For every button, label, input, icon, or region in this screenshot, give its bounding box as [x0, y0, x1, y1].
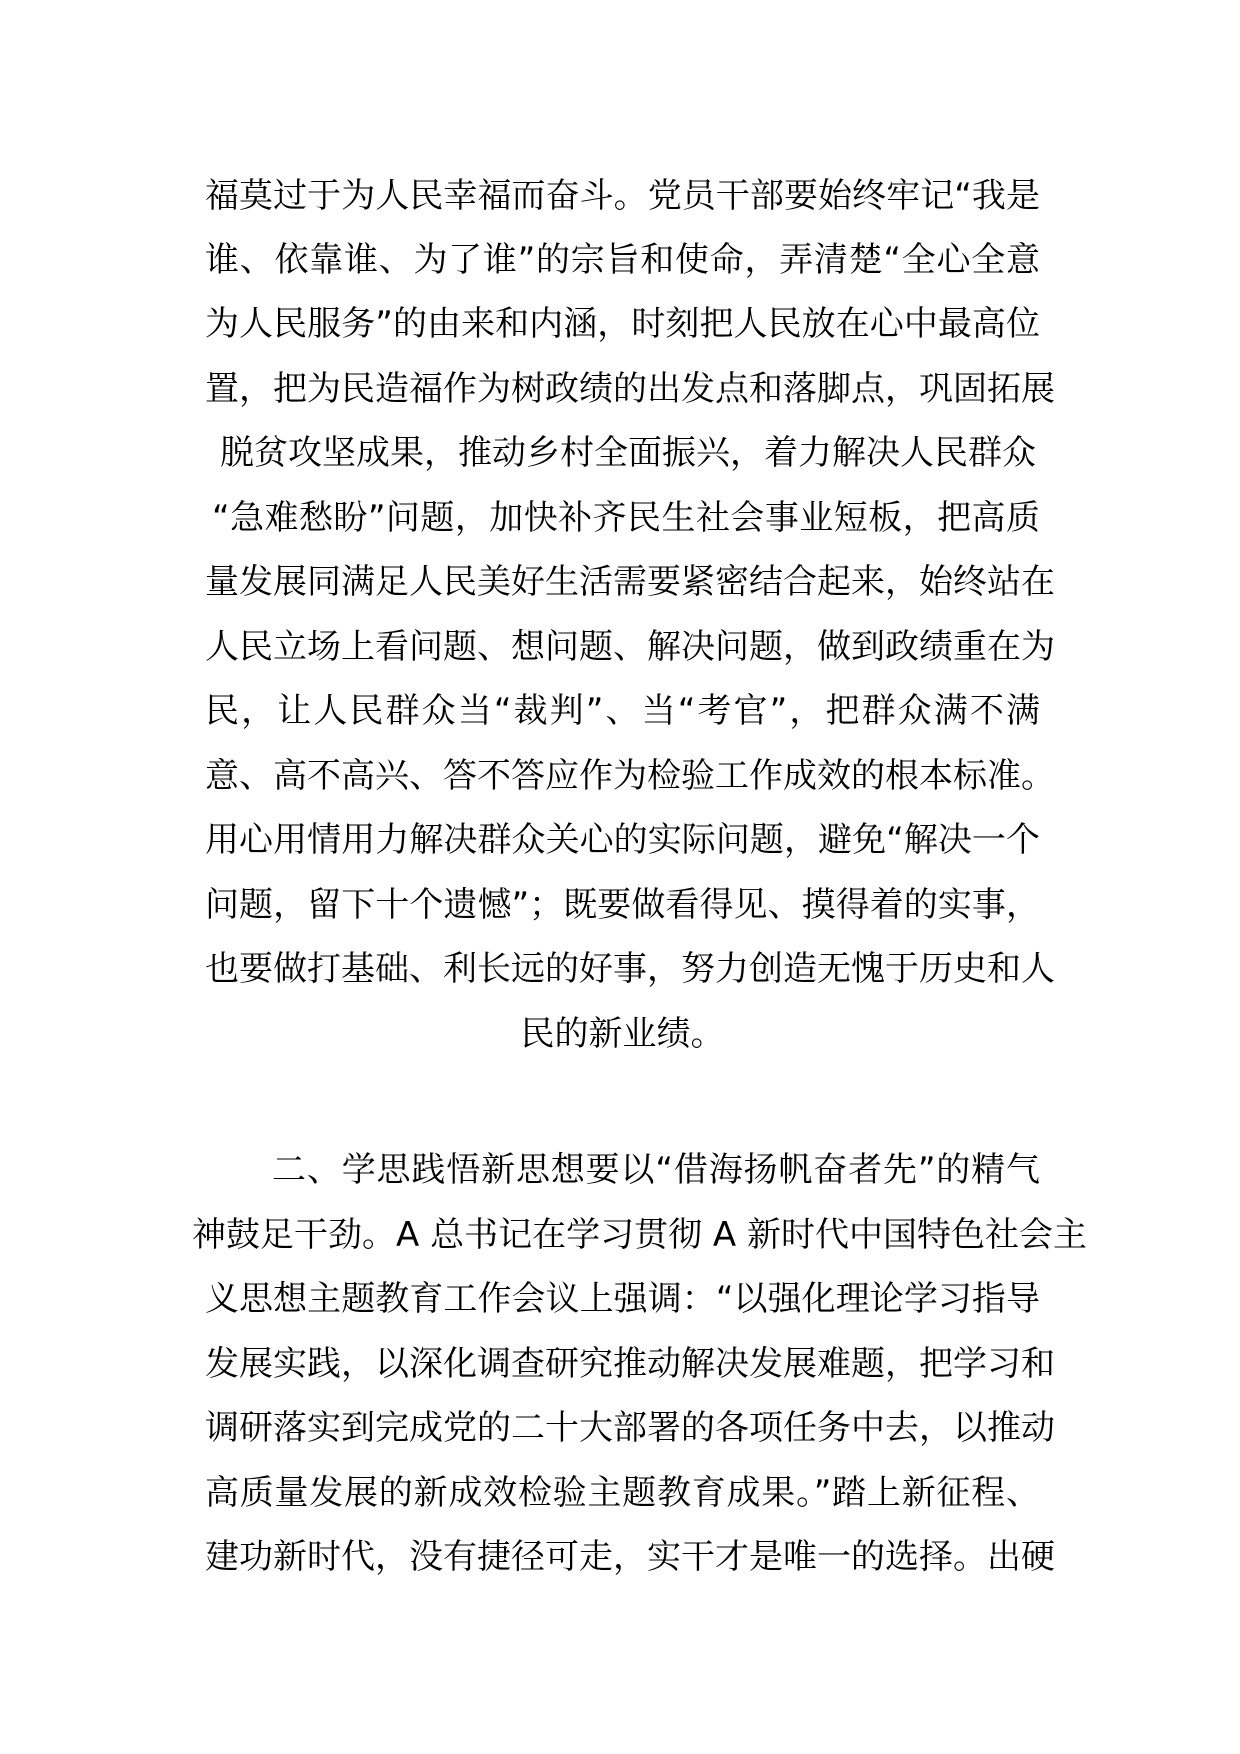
- text-line: 也要做打基础、利长远的好事，努力创造无愧于历史和人: [205, 949, 1055, 989]
- text-line: 为人民服务”的由来和内涵，时刻把人民放在心中最高位: [205, 304, 1040, 344]
- text-line: 民的新业绩。: [520, 1014, 725, 1054]
- text-line: 发展实践，以深化调查研究推动解决发展难题，把学习和: [205, 1344, 1055, 1384]
- text-line: 置，把为民造福作为树政绩的出发点和落脚点，巩固拓展: [205, 369, 1055, 409]
- text-line: 谁、依靠谁、为了谁”的宗旨和使命，弄清楚“全心全意: [205, 240, 1040, 280]
- text-line: “急难愁盼”问题，加快补齐民生社会事业短板，把高质: [212, 498, 1040, 538]
- text-line: 用心用情用力解决群众关心的实际问题，避免“解决一个: [205, 820, 1040, 860]
- text-line: 人民立场上看问题、想问题、解决问题，做到政绩重在为: [205, 627, 1055, 667]
- text-line: 调研落实到完成党的二十大部署的各项任务中去，以推动: [205, 1408, 1055, 1448]
- text-line: 问题，留下十个遗憾”；既要做看得见、摸得着的实事，: [205, 885, 1040, 925]
- text-line: 福莫过于为人民幸福而奋斗。党员干部要始终牢记“我是: [205, 176, 1040, 216]
- text-line: 义思想主题教育工作会议上强调：“以强化理论学习指导: [205, 1279, 1040, 1319]
- text-line: 脱贫攻坚成果，推动乡村全面振兴，着力解决人民群众: [220, 433, 1036, 473]
- text-line: 神鼓足干劲。A 总书记在学习贯彻 A 新时代中国特色社会主: [192, 1215, 1087, 1255]
- text-line: 建功新时代，没有捷径可走，实干才是唯一的选择。出硬: [205, 1537, 1055, 1577]
- text-line: 量发展同满足人民美好生活需要紧密结合起来，始终站在: [205, 562, 1055, 602]
- text-line: 意、高不高兴、答不答应作为检验工作成效的根本标准。: [205, 756, 1055, 796]
- text-line: 高质量发展的新成效检验主题教育成果。”踏上新征程、: [205, 1473, 1040, 1513]
- text-line: 二、学思践悟新思想要以“借海扬帆奋者先”的精气: [272, 1150, 1040, 1190]
- text-line: 民，让人民群众当“裁判”、当“考官”，把群众满不满: [205, 691, 1040, 731]
